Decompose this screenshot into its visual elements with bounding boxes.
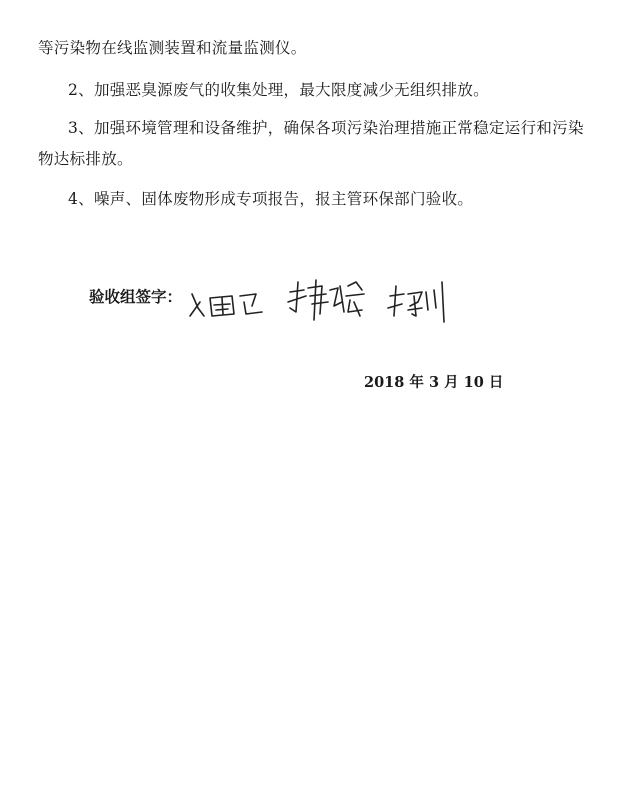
body-line-2: 2、加强恶臭源废气的收集处理，最大限度减少无组织排放。 [68,81,489,99]
signing-date: 2018 年 3 月 10 日 [364,374,504,391]
signature-3 [388,282,444,322]
handwritten-signatures [182,272,462,327]
signatures [182,272,462,327]
signature-label: 验收组签字： [89,288,183,306]
signature-1 [190,294,262,316]
body-line-1: 等污染物在线监测装置和流量监测仪。 [38,39,307,57]
body-line-3b: 物达标排放。 [38,150,133,168]
signature-2 [288,280,364,320]
body-line-3a: 3、加强环境管理和设备维护，确保各项污染治理措施正常稳定运行和污染 [68,119,584,137]
body-line-4: 4、噪声、固体废物形成专项报告，报主管环保部门验收。 [68,190,474,208]
